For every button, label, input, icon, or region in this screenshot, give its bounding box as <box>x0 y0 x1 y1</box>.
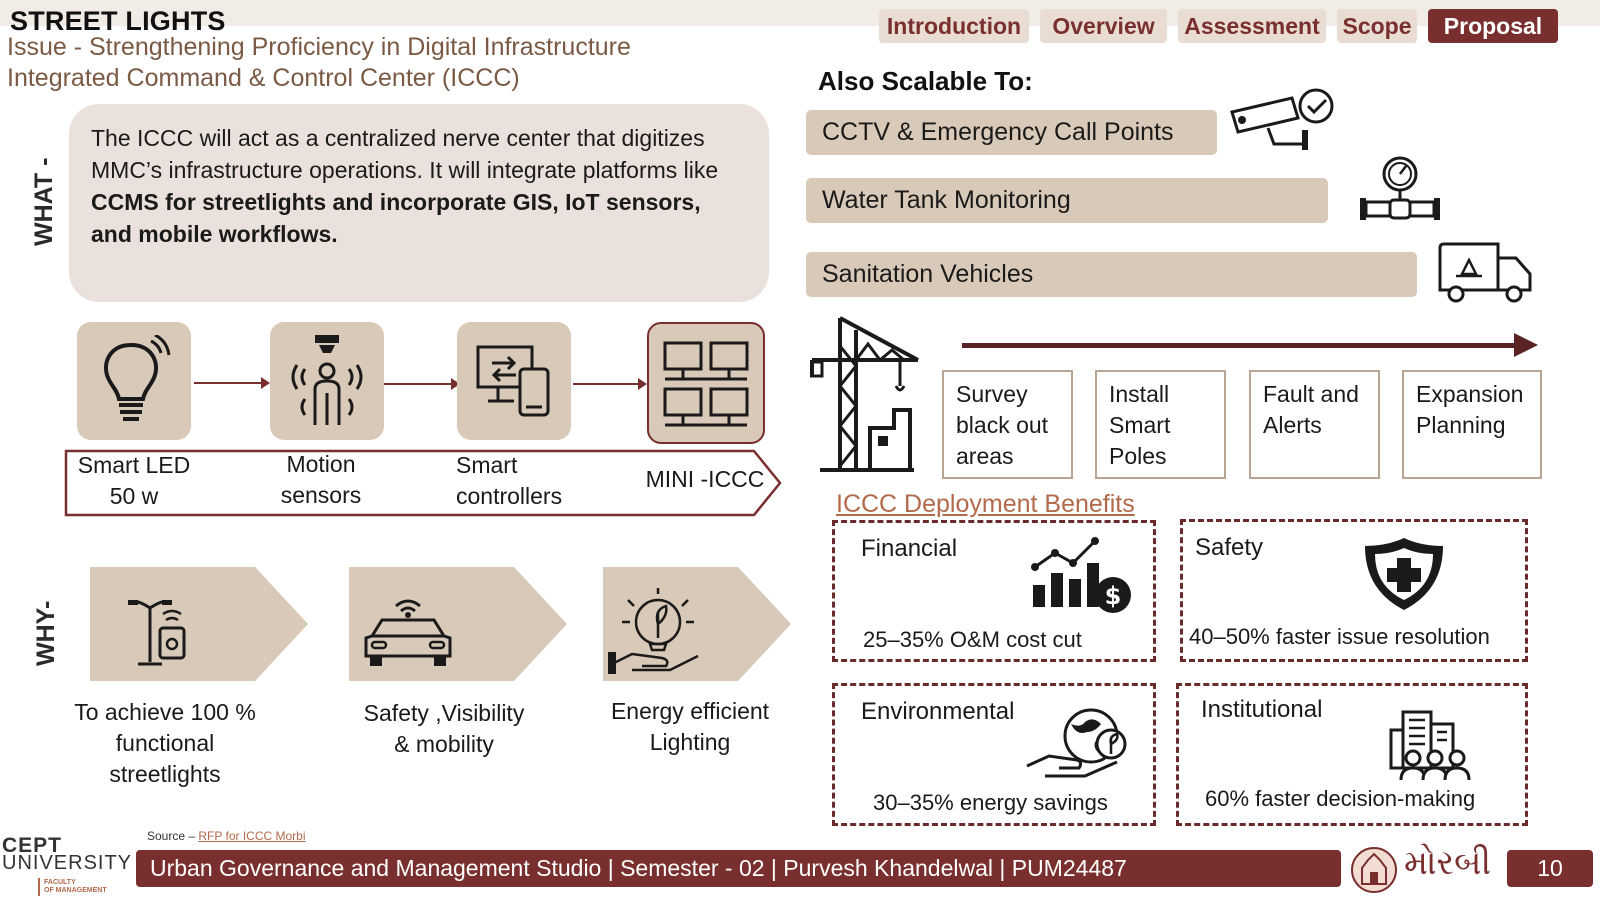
smart-bulb-icon <box>95 335 173 427</box>
step-line: Expansion <box>1416 381 1524 407</box>
tab-scope[interactable]: Scope <box>1337 9 1417 43</box>
step-line: Alerts <box>1263 412 1322 438</box>
flow-label-line: Motion <box>286 451 356 477</box>
timeline-arrow-head <box>1514 333 1540 357</box>
timeline-arrow-line <box>962 343 1518 348</box>
tab-overview[interactable]: Overview <box>1040 9 1167 43</box>
why-text-line: To achieve 100 % <box>74 699 256 725</box>
step-line: Planning <box>1416 412 1506 438</box>
why-text-line: functional <box>115 730 215 756</box>
footer-bar: Urban Governance and Management Studio | Semester - 02 | Purvesh Khandelwal | PUM24487 <box>136 850 1341 887</box>
why-text-functional <box>58 697 272 790</box>
monitor-grid-icon <box>661 339 751 427</box>
step-line: areas <box>956 443 1014 469</box>
benefit-head: Safety <box>1195 534 1264 561</box>
flow-arrow-1 <box>194 382 268 384</box>
why-text-line: streetlights <box>109 761 221 787</box>
step-line: black out <box>956 412 1049 438</box>
cctv-camera-icon <box>1228 88 1340 152</box>
step-line: Survey <box>956 381 1028 407</box>
step-fault-alerts <box>1249 370 1380 479</box>
flow-label-mini-iccc: MINI -ICCC <box>645 466 765 492</box>
recycle-truck-icon <box>1436 242 1536 304</box>
scalable-item-sanitation: Sanitation Vehicles <box>806 252 1417 297</box>
benefit-head: Financial <box>861 535 958 562</box>
flow-label-controllers <box>456 450 586 512</box>
step-line: Poles <box>1109 443 1167 469</box>
flow-label-line: Smart <box>456 452 518 478</box>
step-install <box>1095 370 1226 479</box>
why-text-safety <box>340 698 548 760</box>
why-chevron-1 <box>90 567 310 682</box>
source-prefix: Source – <box>147 829 196 843</box>
shield-plus-icon <box>1361 536 1447 612</box>
benefit-institutional <box>1176 683 1528 826</box>
why-side-label: WHY- <box>32 600 60 666</box>
flow-label-line: sensors <box>280 482 362 508</box>
flow-label-motion <box>262 449 380 511</box>
cept-logo-rule <box>38 878 40 896</box>
cept-logo-line1: CEPT <box>2 834 63 857</box>
flow-label-line: controllers <box>456 483 563 509</box>
flow-label-smart-led <box>70 450 198 512</box>
finance-chart-icon <box>1029 533 1137 619</box>
construction-crane-icon <box>810 316 922 474</box>
what-description-box <box>69 104 769 302</box>
why-text-line: & mobility <box>394 731 494 757</box>
tab-assessment[interactable]: Assessment <box>1178 9 1326 43</box>
flow-label-line: 50 w <box>109 483 159 509</box>
pressure-gauge-icon <box>1358 156 1442 226</box>
benefit-head: Environmental <box>861 698 1015 725</box>
iccc-subtitle: Integrated Command & Control Center (ICCC) <box>7 64 520 92</box>
benefit-value: 40–50% faster issue resolution <box>1189 624 1490 649</box>
eco-bulb-hand-icon <box>608 588 704 678</box>
step-line: Smart <box>1109 412 1171 438</box>
smart-controllers-tile <box>457 322 571 440</box>
benefit-value: 25–35% O&M cost cut <box>863 627 1082 652</box>
benefits-title: ICCC Deployment Benefits <box>836 490 1135 518</box>
morbi-emblem-icon <box>1348 846 1400 894</box>
scalable-item-cctv: CCTV & Emergency Call Points <box>806 110 1217 155</box>
flow-arrow-3 <box>573 383 645 385</box>
what-side-label: WHAT - <box>30 157 58 246</box>
why-text-line: Energy efficient <box>610 698 770 724</box>
step-line: Fault and <box>1263 381 1359 407</box>
why-text-energy <box>590 696 790 758</box>
what-description-text: The ICCC will act as a centralized nerve center that digitizes MMC’s infrastructure operations. It will integrate platforms like <box>91 125 719 183</box>
globe-hand-icon <box>1025 708 1137 782</box>
why-text-line: Safety ,Visibility <box>363 700 525 726</box>
controller-devices-icon <box>474 341 554 421</box>
what-description-bold: CCMS for streetlights and incorporate GIS, IoT sensors, and mobile workflows. <box>91 189 701 247</box>
cept-logo-line2: UNIVERSITY <box>2 852 133 874</box>
cept-logo <box>2 834 132 898</box>
page-number: 10 <box>1507 850 1593 887</box>
scalable-title: Also Scalable To: <box>818 66 1033 96</box>
step-expansion <box>1402 370 1542 479</box>
benefit-value: 30–35% energy savings <box>873 790 1108 815</box>
cept-logo-line3: FACULTY <box>44 879 76 886</box>
page-title: STREET LIGHTS <box>10 6 226 36</box>
why-text-line: Lighting <box>649 729 731 755</box>
morbi-logo-text: મોરબી <box>1404 843 1492 883</box>
tab-proposal[interactable]: Proposal <box>1428 9 1558 43</box>
step-survey <box>942 370 1073 479</box>
street-pole-icon <box>128 592 192 672</box>
svg-text:$: $ <box>1104 582 1122 610</box>
source-link[interactable]: RFP for ICCC Morbi <box>198 829 306 843</box>
benefit-financial <box>832 520 1156 662</box>
flow-label-line: Smart LED <box>77 452 191 478</box>
motion-sensor-icon <box>287 333 367 429</box>
scalable-item-water: Water Tank Monitoring <box>806 178 1328 223</box>
institution-people-icon <box>1383 706 1479 782</box>
step-line: Install <box>1109 381 1170 407</box>
cept-logo-line4: OF MANAGEMENT <box>44 887 107 894</box>
benefit-value: 60% faster decision-making <box>1205 786 1476 811</box>
source-note <box>147 829 306 843</box>
tab-introduction[interactable]: Introduction <box>879 9 1029 43</box>
smart-led-tile <box>77 322 191 440</box>
benefit-environmental <box>832 683 1156 826</box>
mini-iccc-tile <box>647 322 765 444</box>
benefit-safety <box>1180 519 1528 662</box>
issue-subtitle: Issue - Strengthening Proficiency in Digital Infrastructure <box>7 33 631 61</box>
benefit-head: Institutional <box>1201 696 1323 723</box>
motion-sensor-tile <box>270 322 384 440</box>
flow-arrow-2 <box>384 383 458 385</box>
connected-car-icon <box>358 590 458 670</box>
